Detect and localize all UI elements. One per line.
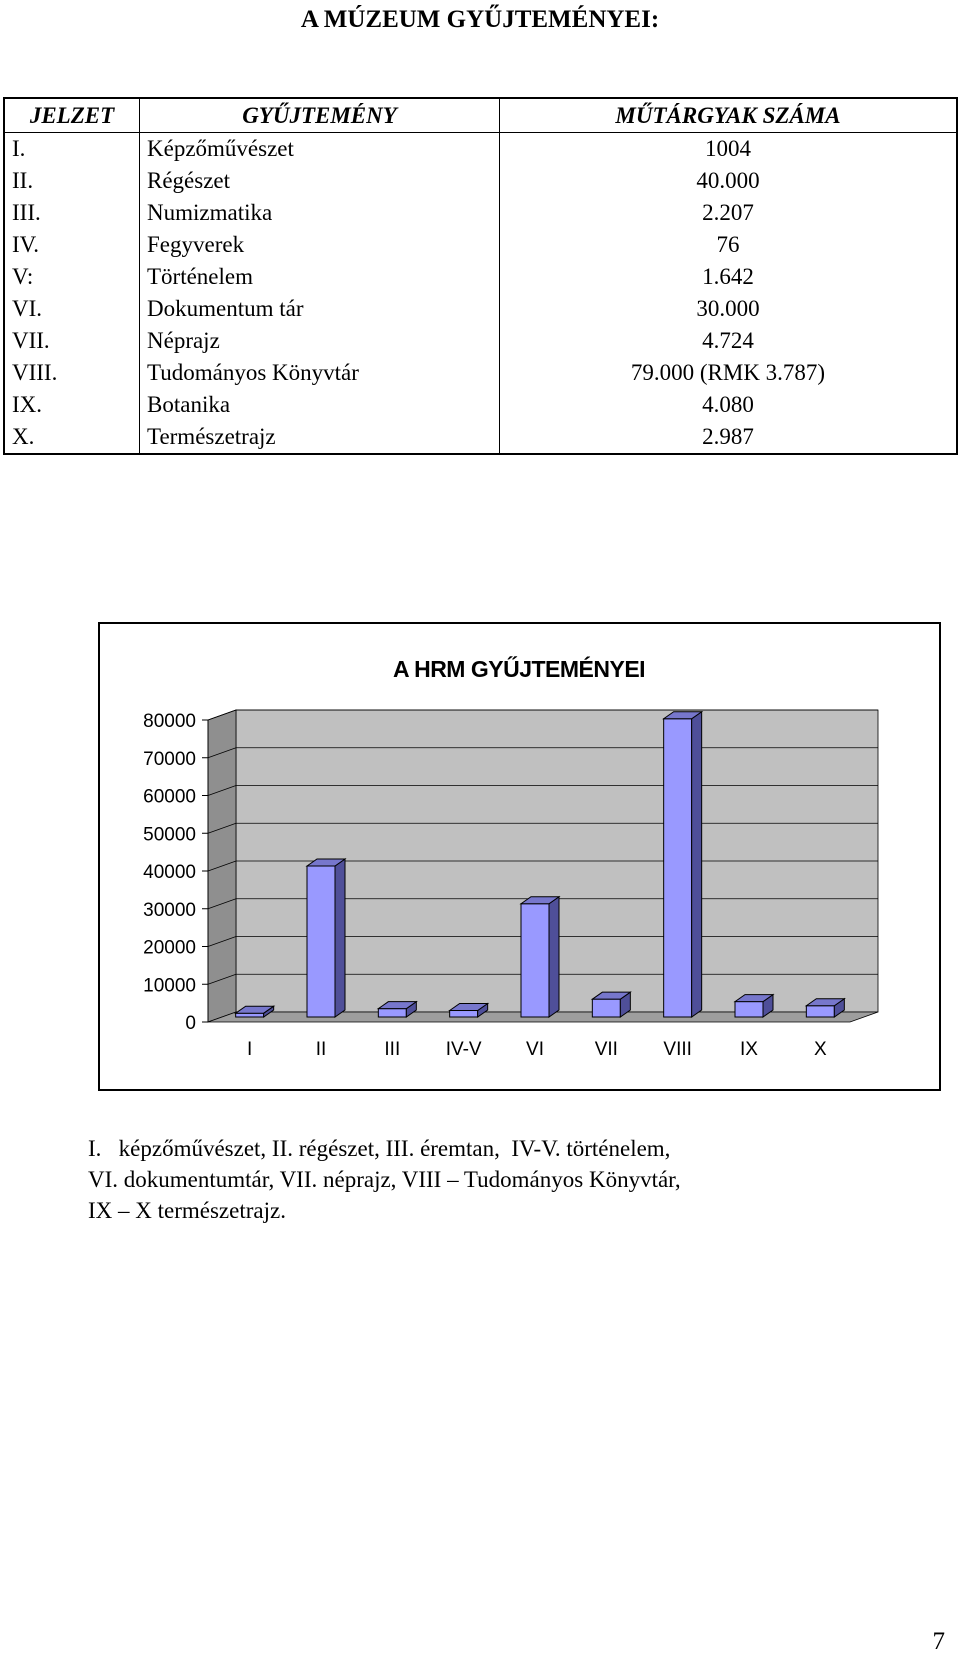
row-name: Dokumentum tár — [140, 293, 500, 325]
table-row — [4, 325, 957, 357]
bar-front-IV-V — [450, 1011, 478, 1017]
bar-front-VII — [592, 999, 620, 1017]
row-mark: V: — [12, 264, 34, 289]
chart-legend-note — [88, 1133, 948, 1226]
row-count: 2.987 — [500, 421, 958, 454]
collections-table — [3, 97, 958, 455]
y-tick-label: 60000 — [143, 786, 196, 808]
row-name: Természetrajz — [140, 421, 500, 454]
bar-front-I — [236, 1013, 264, 1017]
row-mark: VI. — [12, 296, 43, 321]
row-count: 1.642 — [500, 261, 958, 293]
header-mutargyak-szama: MŰTÁRGYAK SZÁMA — [500, 98, 958, 133]
x-tick-label: I — [247, 1039, 253, 1060]
bar-front-IX — [735, 1002, 763, 1017]
row-name: Fegyverek — [140, 229, 500, 261]
row-name: Botanika — [140, 389, 500, 421]
row-mark: III. — [12, 200, 41, 225]
bar-front-VI — [521, 904, 549, 1017]
row-count: 2.207 — [500, 197, 958, 229]
x-tick-label: II — [315, 1039, 327, 1060]
collections-chart — [98, 622, 941, 1091]
chart-title: A HRM GYŰJTEMÉNYEI — [392, 656, 646, 682]
header-gyujtemeny: GYŰJTEMÉNY — [140, 98, 500, 133]
bar-side-II — [335, 859, 345, 1017]
table-row — [4, 389, 957, 421]
y-tick-label: 10000 — [143, 975, 196, 997]
row-mark: IX. — [12, 392, 43, 417]
table-row — [4, 421, 957, 454]
row-name: Néprajz — [140, 325, 500, 357]
y-tick-label: 20000 — [143, 937, 196, 959]
header-jelzet: JELZET — [4, 98, 140, 133]
table-row — [4, 229, 957, 261]
bar-front-II — [307, 866, 335, 1017]
legend-line: IX – X természetrajz. — [88, 1198, 286, 1223]
row-count: 1004 — [500, 133, 958, 166]
y-tick-label: 30000 — [143, 899, 196, 921]
y-tick-label: 0 — [185, 1013, 196, 1034]
legend-line: I. képzőművészet, II. régészet, III. éremtan, IV-V. történelem, — [88, 1136, 671, 1161]
row-mark: X. — [12, 424, 35, 449]
row-mark: II. — [12, 168, 34, 193]
y-tick-label: 70000 — [143, 748, 196, 770]
row-name: Történelem — [140, 261, 500, 293]
x-tick-label: IV-V — [445, 1039, 482, 1060]
page-number: 7 — [932, 1628, 945, 1655]
row-count: 4.080 — [500, 389, 958, 421]
row-name: Képzőművészet — [140, 133, 500, 166]
row-count: 79.000 (RMK 3.787) — [500, 357, 958, 389]
row-name: Tudományos Könyvtár — [140, 357, 500, 389]
row-name: Régészet — [140, 165, 500, 197]
row-count: 76 — [500, 229, 958, 261]
bar-side-VIII — [692, 712, 702, 1017]
bar-front-III — [378, 1009, 406, 1017]
row-count: 30.000 — [500, 293, 958, 325]
table-row — [4, 165, 957, 197]
table-row — [4, 261, 957, 293]
table-row — [4, 293, 957, 325]
row-count: 40.000 — [500, 165, 958, 197]
table-row — [4, 133, 957, 166]
chart-canvas — [98, 622, 941, 1091]
x-tick-label: VI — [526, 1039, 544, 1060]
x-tick-label: VII — [594, 1039, 618, 1060]
table-header-row — [4, 98, 957, 133]
row-mark: VIII. — [12, 360, 58, 385]
row-count: 4.724 — [500, 325, 958, 357]
table-row — [4, 197, 957, 229]
bar-front-X — [806, 1006, 834, 1017]
bar-front-VIII — [664, 719, 692, 1017]
x-tick-label: VIII — [663, 1039, 692, 1060]
table-row — [4, 357, 957, 389]
y-tick-label: 50000 — [143, 824, 196, 846]
row-name: Numizmatika — [140, 197, 500, 229]
page-title: A MÚZEUM GYŰJTEMÉNYEI: — [300, 6, 660, 33]
y-tick-label: 80000 — [143, 711, 196, 732]
y-tick-label: 40000 — [143, 862, 196, 883]
legend-line: VI. dokumentumtár, VII. néprajz, VIII – Tudományos Könyvtár, — [88, 1167, 681, 1192]
row-mark: IV. — [12, 232, 40, 257]
bar-side-VI — [549, 897, 559, 1017]
x-tick-label: X — [813, 1039, 827, 1060]
x-tick-label: III — [384, 1039, 401, 1060]
row-mark: VII. — [12, 328, 50, 353]
row-mark: I. — [12, 136, 26, 161]
x-tick-label: IX — [740, 1039, 758, 1060]
